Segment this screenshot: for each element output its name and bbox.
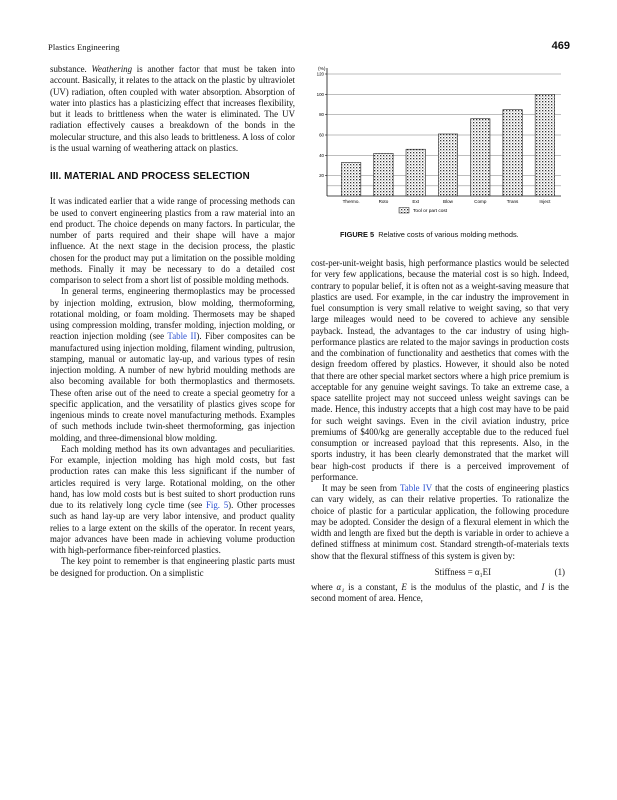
equation-1 xyxy=(311,567,569,578)
x-tick-label: Inject xyxy=(539,199,551,204)
bar-trans xyxy=(503,110,522,196)
paragraph-weathering: substance. Weathering is another factor that must be taken into account. Basically, it relates to the attack on the plastic by ultraviolet (UV) radiation, often coupled with water absorption. Absorption of water into plastics has a plasticizing effect that increases flexibility, but it leads to brittleness when the water is eliminated. The UV radiation effectively causes a breakdown of the bonds in the molecular structure, and this also leads to brittleness. A loss of color is the usual warning of weathering attack on plastics. xyxy=(50,64,295,153)
left-column xyxy=(50,64,295,579)
y-tick-label: 60 xyxy=(319,132,324,138)
equation-body: Stiffness = α₁EI xyxy=(434,566,492,577)
paragraph-table-iv: It may be seen from Table IV that the costs of engineering plastics can vary widely, as can their relative properties. To rationalize the choice of plastic for a particular application, the following procedure may be adopted. Consider the design of a flexural element in which the width and length are fixed but the depth is variable in order to achieve a defined stiffness at minimum cost. Standard strength-of-materials texts show that the flexural stiffness of this system is given by: xyxy=(311,483,569,561)
bar-roto xyxy=(374,153,393,196)
y-tick-label: 80 xyxy=(319,112,324,118)
paragraph-molding-advantages: Each molding method has its own advantages and peculiarities. For example, injection molding has high mold costs, but fast production rates can make this less significant if the number of articles required is very large. Rotational molding, on the other hand, has low mold costs but is best suited to short production runs due to its relatively long cycle time (see Fig. 5). Other processes such as hand lay-up are very labor intensive, and product quality relies to a large extent on the skills of the operator. In recent years, major advances have been made in achieving volume production with high-performance fiber-reinforced plastics. xyxy=(50,443,295,555)
legend-label: Tool or part cost xyxy=(413,209,448,214)
term-weathering: Weathering xyxy=(91,64,133,74)
bar-ext xyxy=(406,149,425,196)
legend-swatch xyxy=(399,208,409,214)
bar-comp xyxy=(471,119,490,196)
bar-blow xyxy=(438,134,457,196)
y-tick-label: 100 xyxy=(316,91,324,97)
x-tick-label: Comp xyxy=(474,199,487,204)
bar-inject xyxy=(535,94,554,196)
link-table-iv[interactable]: Table IV xyxy=(399,483,432,493)
link-table-ii[interactable]: Table II xyxy=(167,331,197,342)
paragraph-thermoplastics: In general terms, engineering thermoplastics may be processed by injection molding, extrusion, blow molding, thermoforming, rotational molding, or foam molding. Thermosets may be shaped using compression molding, transfer molding, injection molding, or reaction injection molding (see Table II). Fiber composites can be manufactured using injection molding, filament winding, pultrusion, stamping, manual or automatic lay-up, and various types of resin injection molding. A number of new hybrid moulding methods are also becoming available for both thermoplastics and thermosets. These often arise out of the need to create a special geometry for a specific application, and the versatility of plastics gives scope for ingenious minds to create novel manufacturing methods. Examples of such methods include twin-sheet thermoforming, gas injection molding, and three-dimensional blow molding. xyxy=(50,286,295,443)
x-tick-label: Trans xyxy=(506,199,519,204)
paragraph-processing-methods: It was indicated earlier that a wide range of processing methods can be used to convert engineering plastics from a raw material into an end product. The choice depends on many factors. In particular, the number of parts required and their shape will have a major influence. At the next stage in the decision process, the plastic chosen for the product may put a limitation on the possible molding methods. Finally it may be necessary to do a detailed cost comparison to select from a short list of possible molding methods. xyxy=(50,196,295,285)
link-fig-5[interactable]: Fig. 5 xyxy=(205,500,229,510)
right-column xyxy=(311,258,569,605)
x-tick-label: Thermo. xyxy=(342,199,360,204)
figure-5-chart xyxy=(311,62,571,252)
y-tick-label: 40 xyxy=(319,152,324,158)
equation-number: (1) xyxy=(554,566,565,577)
y-axis-label: (%) xyxy=(318,67,326,72)
y-tick-label: 120 xyxy=(316,71,324,77)
page-number: 469 xyxy=(551,40,570,52)
running-header-title: Plastics Engineering xyxy=(48,42,120,52)
x-tick-label: Roto xyxy=(378,199,389,204)
x-tick-label: Ext xyxy=(412,199,420,204)
x-tick-label: Blow xyxy=(443,199,453,204)
bar-thermo xyxy=(341,162,360,196)
paragraph-key-point: The key point to remember is that engineering plastic parts must be designed for production. On a simplistic xyxy=(50,556,295,578)
section-heading: III. MATERIAL AND PROCESS SELECTION xyxy=(50,171,250,182)
y-tick-label: 20 xyxy=(319,173,324,179)
figure-caption: FIGURE 5 Relative costs of various molding methods. xyxy=(340,230,519,239)
paragraph-cost-basis: cost-per-unit-weight basis, high performance plastics would be selected for very few applications, because the material cost is so high. Indeed, contrary to popular belief, it is often not as a weight-saving measure that plastics are used. For example, in the car industry the improvement in fuel consumption is very small relative to weight saving, so that very large mileages would need to be covered to achieve any sensible payback. Instead, the advantages to the car industry of using high-performance plastics are related to the major savings in production costs and the combination of functionality and aesthetics that comes with the design freedom offered by plastics. However, it should also be noted that there are other special market sectors where a high price premium is acceptable for any genuine weight savings. To take an extreme case, a space satellite project may not succeed unless weight savings can be made. Hence, this industry accepts that a high cost may have to be paid for such weight savings. Even in the civil aviation industry, price premiums of $400/kg are generally acceptable due to the reduced fuel consumption or increased payload that this represents. Also, in the sports industry, it has been clearly demonstrated that the market will bear high-cost products if there is a perceived improvement of performance. xyxy=(311,258,569,482)
bar-chart xyxy=(311,62,571,227)
paragraph-where: where α₁ is a constant, E is the modulus of the plastic, and I is the second moment of area. Hence, xyxy=(311,582,569,604)
